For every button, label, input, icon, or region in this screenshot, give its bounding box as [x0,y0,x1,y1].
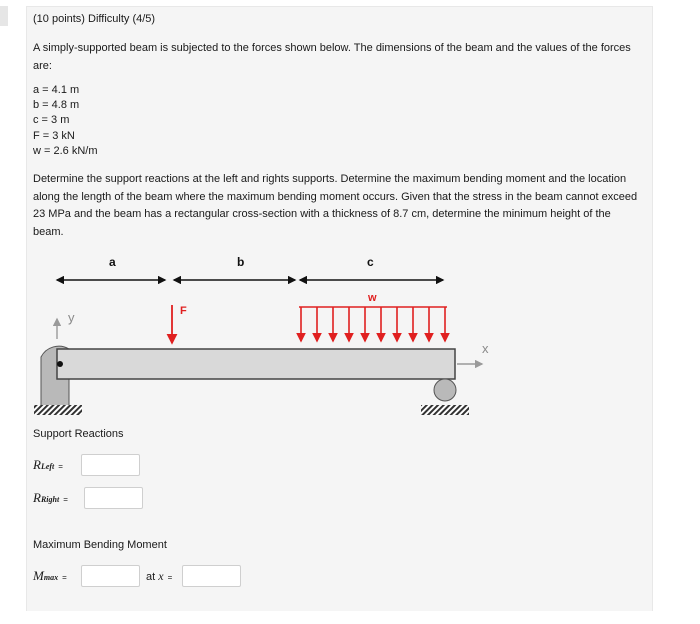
x-symbol: x [158,569,164,583]
r-right-equals: = [63,495,68,504]
beam [57,349,455,379]
r-left-subscript: Left [40,462,55,471]
right-roller-support [434,379,456,401]
support-reactions-heading: Support Reactions [33,428,124,440]
value-F: F = 3 kN [33,130,75,142]
m-max-symbol: M [33,568,44,583]
beam-diagram [27,249,497,419]
load-label-F: F [180,305,187,317]
axis-label-y: y [68,310,75,325]
x-equals: = [167,573,173,582]
dim-label-c: c [367,255,374,269]
pin-joint [57,361,63,367]
r-left-equals: = [58,462,63,471]
axis-label-x: x [482,341,489,356]
m-max-subscript: max [43,573,59,582]
distributed-load [299,307,447,341]
r-left-input[interactable] [81,454,140,476]
value-a: a = 4.1 m [33,84,80,96]
m-max-label [33,568,67,584]
dim-label-a: a [109,255,116,269]
question-title: (10 points) Difficulty (4/5) [33,13,156,25]
value-b: b = 4.8 m [33,99,80,111]
question-panel [26,6,653,611]
at-x-label [146,569,172,584]
m-max-input[interactable] [81,565,140,587]
r-right-label [33,490,68,506]
ground-right [421,405,469,415]
value-w: w = 2.6 kN/m [33,145,98,157]
m-max-equals: = [62,573,67,582]
r-left-symbol: R [33,457,41,472]
problem-intro: A simply-supported beam is subjected to the forces shown below. The dimensions of the beam and the values of the forces are: [33,42,631,72]
at-text: at [146,571,156,583]
value-c: c = 3 m [33,114,70,126]
r-right-symbol: R [33,490,41,505]
dim-label-b: b [237,255,245,269]
x-location-input[interactable] [182,565,241,587]
r-right-input[interactable] [84,487,143,509]
ground-left [34,405,82,415]
max-bending-moment-heading: Maximum Bending Moment [33,539,167,551]
r-left-label [33,457,63,473]
left-edge-bar [0,6,8,26]
problem-task: Determine the support reactions at the left and rights supports. Determine the maximum bending moment and the location along the length of the beam where the maximum bending moment occurs. Given that the stress in the beam cannot exceed 23 MPa and the beam has a rectangular cross-section with a thickness of 8.7 cm, determine the minimum height of the beam. [33,173,638,238]
r-right-subscript: Right [40,495,60,504]
load-label-w: w [368,292,377,304]
